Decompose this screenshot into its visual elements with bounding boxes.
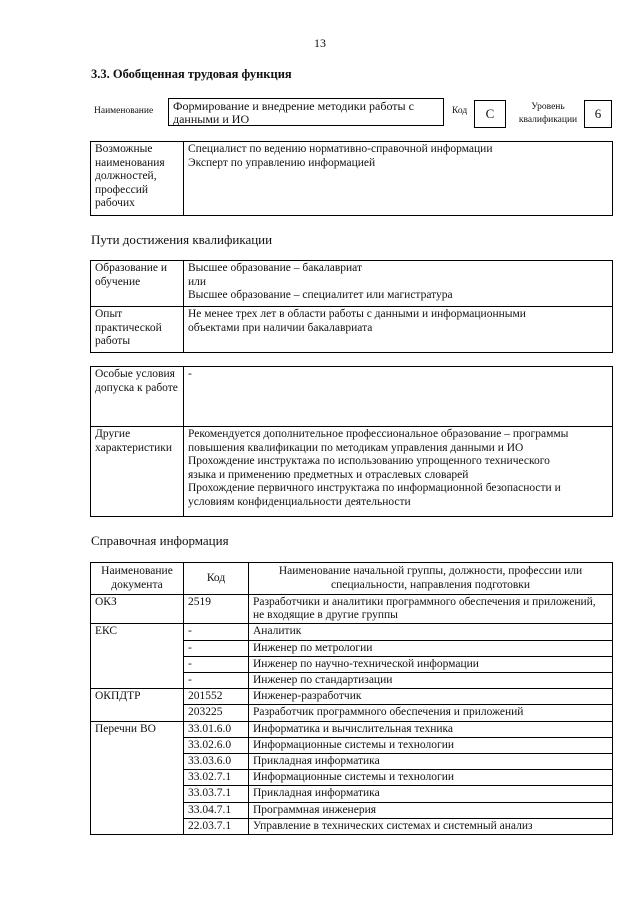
ref-cell-code: 22.03.7.1 — [184, 818, 249, 834]
function-name-field: Формирование и внедрение методики работы с данными и ИО — [168, 98, 444, 126]
ref-cell-code: 33.04.7.1 — [184, 802, 249, 818]
education-values — [184, 261, 613, 307]
conditions-table — [90, 366, 613, 517]
education-line: Высшее образование – специалитет или магистратура — [188, 289, 453, 301]
ref-cell-document — [91, 673, 184, 689]
special-conditions-label: Особые условия допуска к работе — [91, 367, 184, 427]
positions-values — [184, 142, 613, 216]
ref-cell-code: 33.02.7.1 — [184, 770, 249, 786]
section-title: 3.3. Обобщенная трудовая функция — [91, 67, 292, 81]
ref-cell-document: ОКЗ — [91, 595, 184, 624]
ref-cell-document — [91, 705, 184, 721]
reference-title: Справочная информация — [91, 533, 229, 548]
ref-cell-code: 33.01.6.0 — [184, 721, 249, 737]
ref-header-document: Наименование документа — [91, 563, 184, 595]
ref-cell-name: Прикладная информатика — [249, 786, 613, 802]
ref-cell-name: Инженер-разработчик — [249, 689, 613, 705]
experience-label: Опыт практической работы — [91, 307, 184, 353]
ref-cell-document — [91, 640, 184, 656]
paths-title: Пути достижения квалификации — [91, 232, 273, 247]
education-label: Образование и обучение — [91, 261, 184, 307]
level-value-box: 6 — [584, 100, 612, 128]
positions-table — [90, 141, 613, 216]
other-line: повышения квалификации по методикам управления данными и ИО — [188, 441, 524, 454]
ref-cell-name: Информатика и вычислительная техника — [249, 721, 613, 737]
position-line: Специалист по ведению нормативно-справочной информации — [188, 143, 493, 155]
ref-cell-name: Аналитик — [249, 624, 613, 640]
ref-cell-document — [91, 656, 184, 672]
ref-cell-code: 2519 — [184, 595, 249, 624]
special-conditions-value: - — [184, 367, 613, 427]
education-line: или — [188, 275, 207, 288]
ref-cell-code: 33.02.6.0 — [184, 737, 249, 753]
ref-cell-name: Информационные системы и технологии — [249, 737, 613, 753]
ref-cell-code: - — [184, 673, 249, 689]
level-label: Уровень квалификации — [518, 102, 578, 125]
positions-label: Возможные наименования должностей, профессий рабочих — [91, 142, 184, 216]
ref-cell-name: Разработчик программного обеспечения и приложений — [249, 705, 613, 721]
ref-cell-name: Информационные системы и технологии — [249, 770, 613, 786]
ref-cell-document — [91, 786, 184, 802]
code-label: Код — [452, 106, 468, 116]
ref-cell-code: 203225 — [184, 705, 249, 721]
experience-values — [184, 307, 613, 353]
ref-cell-document — [91, 770, 184, 786]
other-values — [184, 427, 613, 517]
ref-cell-name: Инженер по метрологии — [249, 640, 613, 656]
ref-cell-name: Инженер по научно-технической информации — [249, 656, 613, 672]
ref-cell-document: ЕКС — [91, 624, 184, 640]
ref-cell-document — [91, 754, 184, 770]
ref-header-name: Наименование начальной группы, должности, профессии или специальности, направления подготовки — [249, 563, 613, 595]
ref-cell-code: - — [184, 624, 249, 640]
other-line: условиям конфиденциальности деятельности — [188, 495, 411, 508]
qualification-paths-table — [90, 260, 613, 353]
position-line: Эксперт по управлению информацией — [188, 156, 376, 169]
ref-cell-name: Управление в технических системах и системный анализ — [249, 818, 613, 834]
ref-cell-document — [91, 818, 184, 834]
ref-cell-code: 33.03.7.1 — [184, 786, 249, 802]
ref-cell-name: Разработчики и аналитики программного обеспечения и приложений, не входящие в другие группы — [249, 595, 613, 624]
ref-cell-document: Перечни ВО — [91, 721, 184, 737]
ref-header-code: Код — [184, 563, 249, 595]
other-label: Другие характеристики — [91, 427, 184, 517]
ref-cell-name: Программная инженерия — [249, 802, 613, 818]
page-number: 13 — [314, 36, 326, 50]
ref-cell-document: ОКПДТР — [91, 689, 184, 705]
other-line: Прохождение первичного инструктажа по информационной безопасности и — [188, 482, 561, 494]
ref-cell-name: Прикладная информатика — [249, 754, 613, 770]
reference-table — [90, 562, 613, 835]
ref-cell-document — [91, 802, 184, 818]
ref-cell-code: 33.03.6.0 — [184, 754, 249, 770]
ref-cell-name: Инженер по стандартизации — [249, 673, 613, 689]
experience-line: объектами при наличии бакалавриата — [188, 321, 373, 334]
ref-cell-code: 201552 — [184, 689, 249, 705]
ref-cell-code: - — [184, 656, 249, 672]
education-line: Высшее образование – бакалавриат — [188, 262, 362, 274]
code-value-box: C — [474, 100, 506, 128]
ref-cell-code: - — [184, 640, 249, 656]
name-label: Наименование — [94, 106, 154, 116]
other-line: Рекомендуется дополнительное профессиональное образование – программы — [188, 428, 569, 440]
other-line: Прохождение инструктажа по использованию упрощенного технического — [188, 455, 550, 467]
other-line: языка и применению предметных и отраслевых словарей — [188, 468, 469, 481]
experience-line: Не менее трех лет в области работы с данными и информационными — [188, 308, 526, 320]
ref-cell-document — [91, 737, 184, 753]
